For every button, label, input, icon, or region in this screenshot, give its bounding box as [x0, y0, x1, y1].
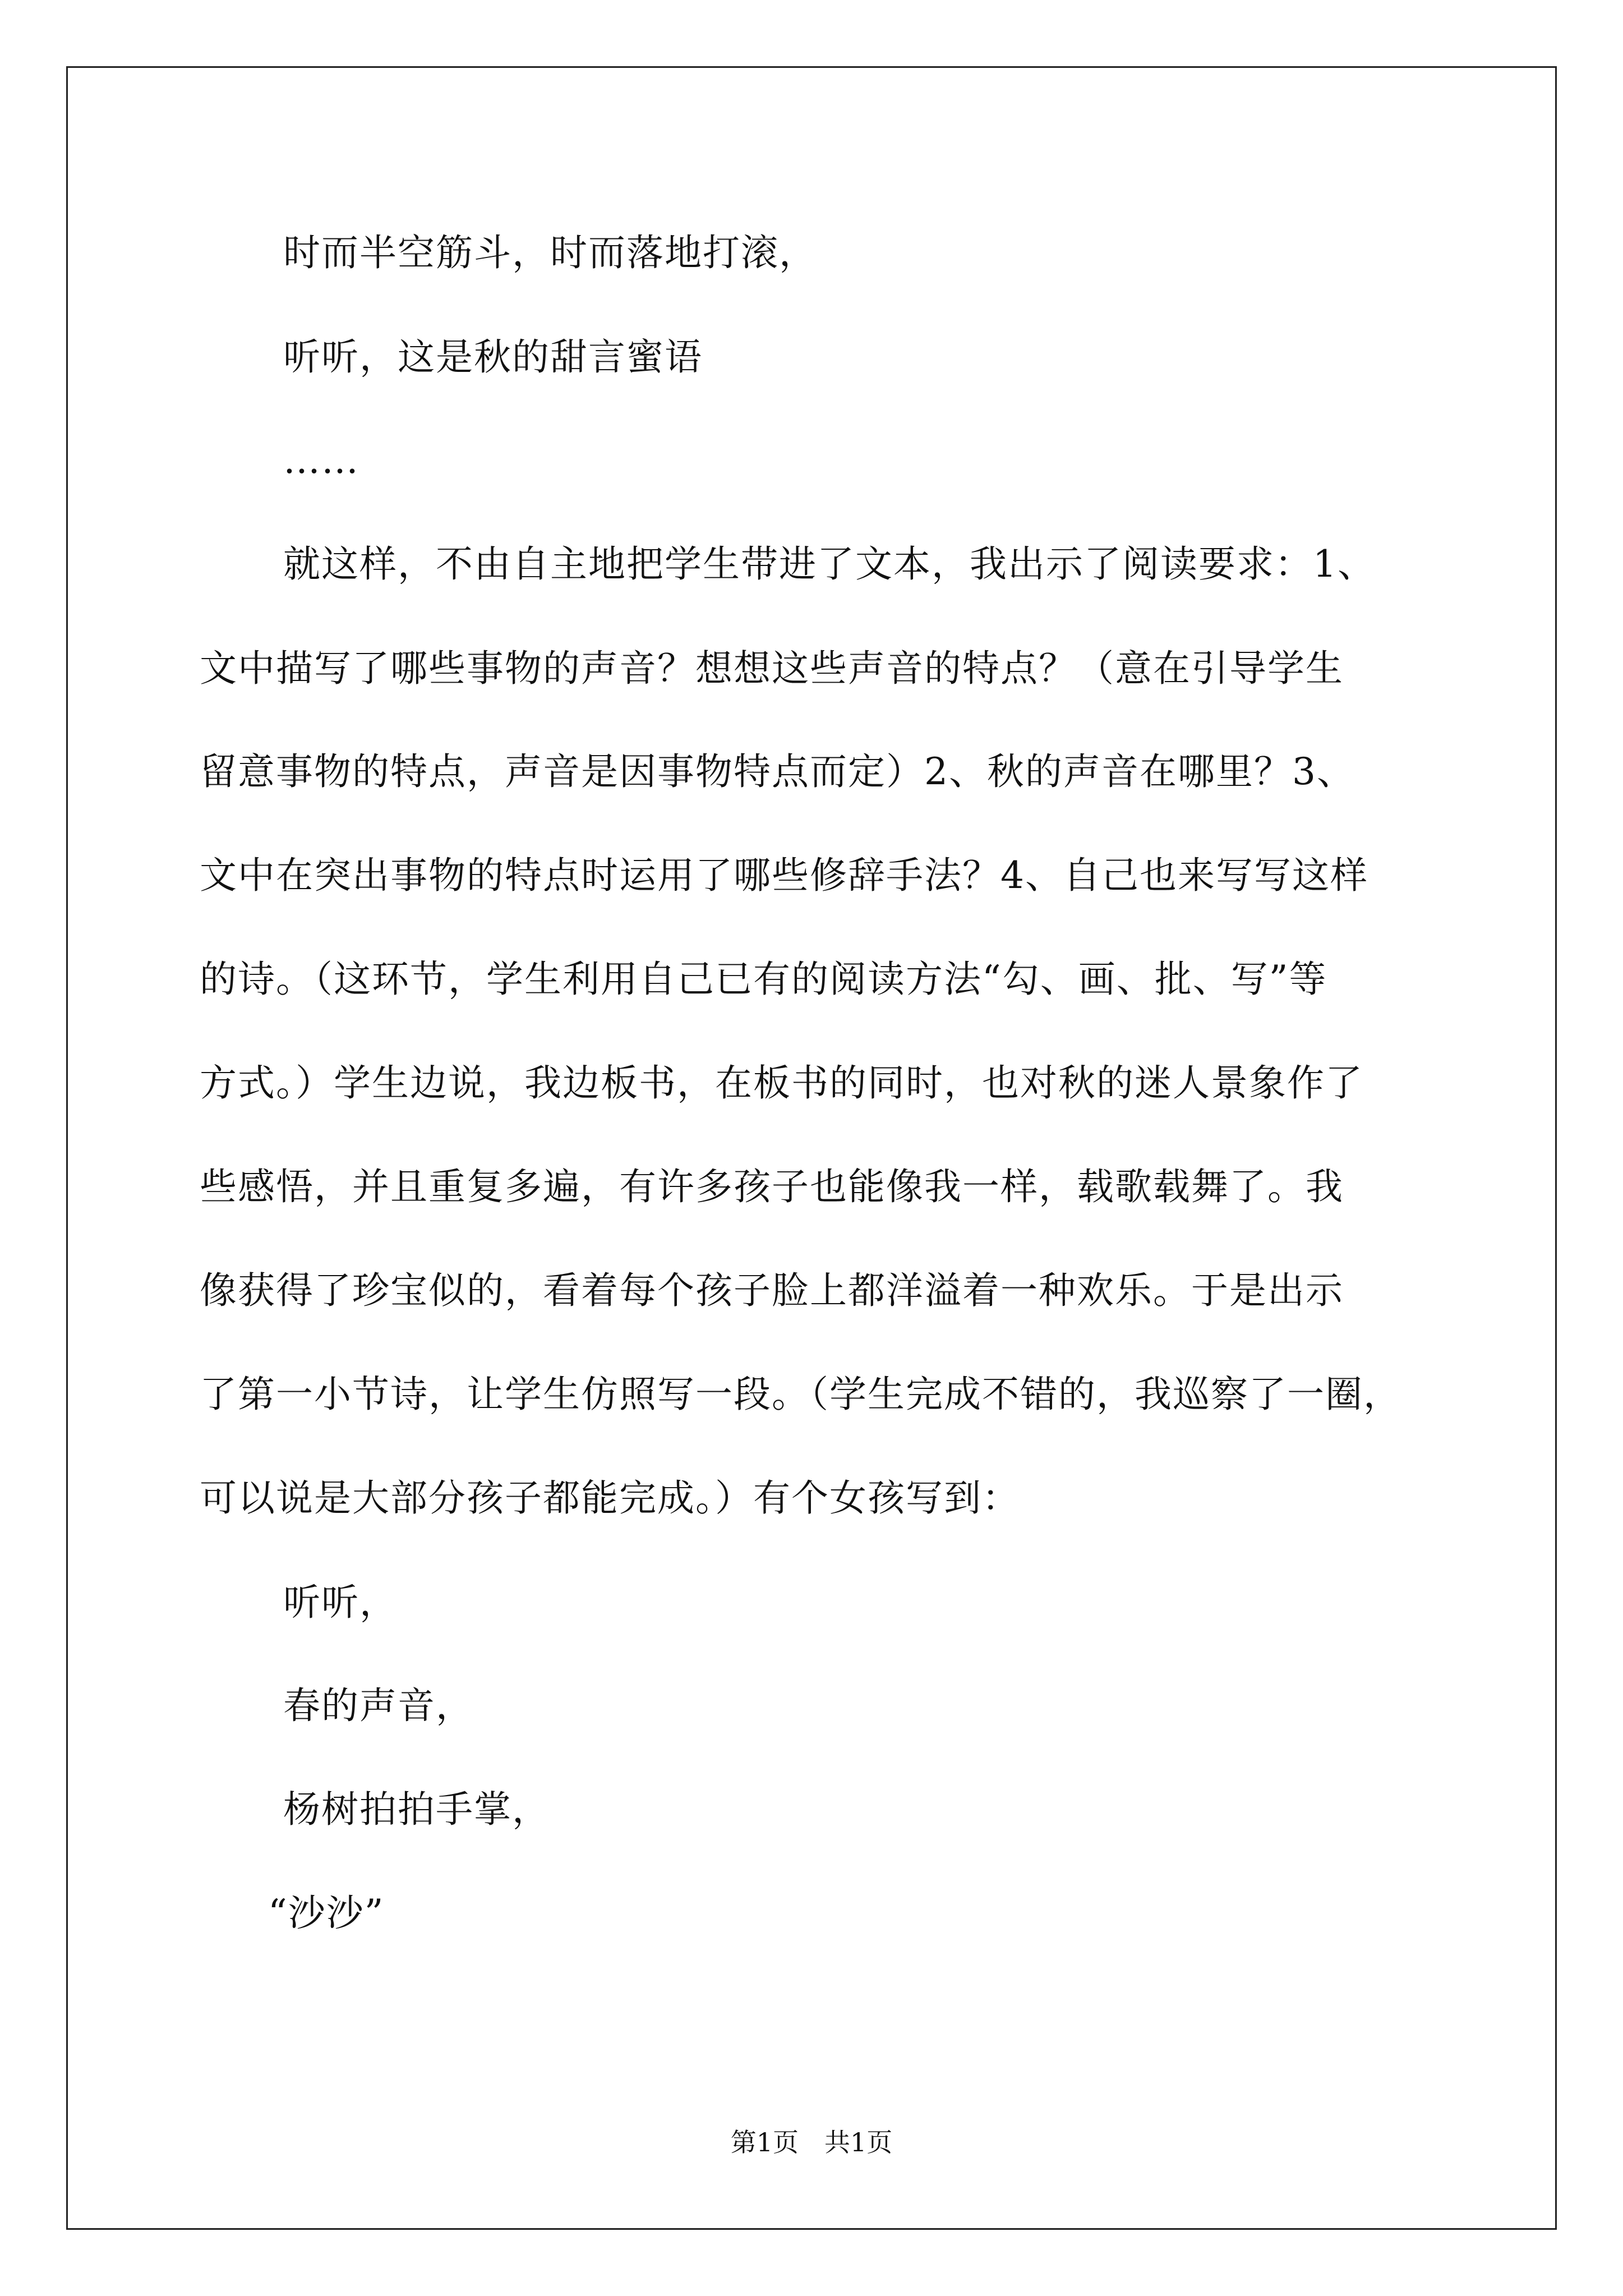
- text-line-3: ……: [283, 439, 359, 482]
- text-line-4: 就这样，不由自主地把学生带进了文本，我出示了阅读要求：1、: [283, 542, 1376, 586]
- text-line-15: 春的声音，: [283, 1684, 474, 1727]
- text-line-9: 方式。）学生边说，我边板书，在板书的同时，也对秋的迷人景象作了: [200, 1061, 1363, 1105]
- text-line-7: 文中在突出事物的特点时运用了哪些修辞手法？4、自己也来写写这样: [200, 854, 1368, 897]
- text-line-6: 留意事物的特点，声音是因事物特点而定）2、秋的声音在哪里？3、: [200, 750, 1355, 793]
- text-line-8: 的诗。（这环节，学生利用自己已有的阅读方法“勾、画、批、写”等: [200, 958, 1327, 1001]
- page-footer: 第1页 共1页: [730, 2127, 893, 2157]
- text-line-11: 像获得了珍宝似的，看着每个孩子脸上都洋溢着一种欢乐。于是出示: [200, 1269, 1344, 1312]
- text-line-13: 可以说是大部分孩子都能完成。）有个女孩写到：: [200, 1476, 1020, 1520]
- text-line-14: 听听，: [283, 1581, 398, 1624]
- text-line-1: 时而半空筋斗，时而落地打滚，: [283, 231, 817, 274]
- text-line-5: 文中描写了哪些事物的声音？想想这些声音的特点？（意在引导学生: [200, 647, 1344, 690]
- text-line-12: 了第一小节诗，让学生仿照写一段。（学生完成不错的，我巡察了一圈，: [200, 1373, 1401, 1416]
- text-line-2: 听听，这是秋的甜言蜜语: [283, 335, 703, 379]
- text-line-16: 杨树拍拍手掌，: [283, 1788, 550, 1831]
- text-line-17: “沙沙”: [268, 1892, 385, 1935]
- text-line-10: 些感悟，并且重复多遍，有许多孩子也能像我一样，载歌载舞了。我: [200, 1165, 1344, 1208]
